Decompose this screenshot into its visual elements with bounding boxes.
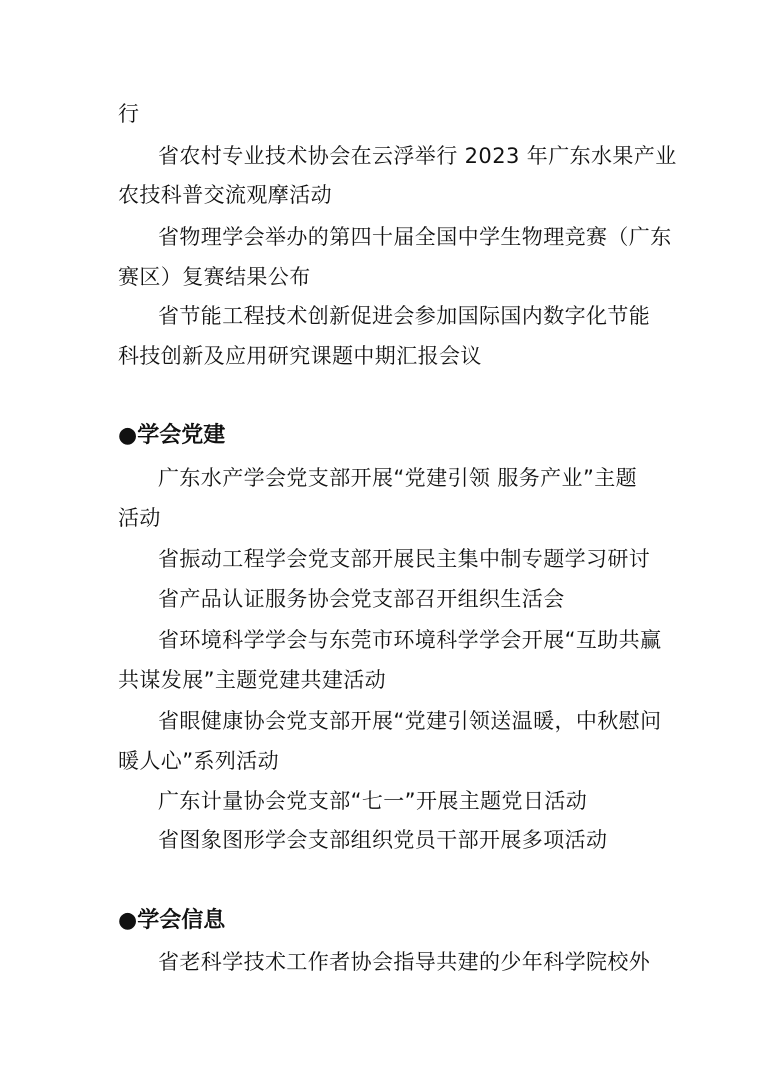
news-item-line: 共谋发展”主题党建共建活动 xyxy=(118,668,387,692)
section-heading-party: ●学会党建 xyxy=(118,422,226,448)
news-item-line: 省产品认证服务协会党支部召开组织生活会 xyxy=(158,587,565,611)
news-item-line: 省图象图形学会支部组织党员干部开展多项活动 xyxy=(158,828,608,852)
news-item-line: 省振动工程学会党支部开展民主集中制专题学习研讨 xyxy=(158,547,651,571)
news-item-line: 科技创新及应用研究课题中期汇报会议 xyxy=(118,344,482,368)
news-item-line: 赛区）复赛结果公布 xyxy=(118,265,311,289)
news-item-line: 省物理学会举办的第四十届全国中学生物理竞赛（广东 xyxy=(158,225,672,249)
news-item-line: 暖人心”系列活动 xyxy=(118,749,280,773)
news-item-line: 省老科学技术工作者协会指导共建的少年科学院校外 xyxy=(158,950,651,974)
section-heading-info: ●学会信息 xyxy=(118,907,226,933)
news-item-line: 省眼健康协会党支部开展“党建引领送温暖，中秋慰问 xyxy=(158,709,662,733)
news-item-line: 省节能工程技术创新促进会参加国际国内数字化节能 xyxy=(158,304,651,328)
news-item-line: 活动 xyxy=(118,506,161,530)
news-item-line: 省环境科学学会与东莞市环境科学学会开展“互助共赢 xyxy=(158,628,662,652)
news-item-line: 农技科普交流观摩活动 xyxy=(118,183,332,207)
news-item-line: 广东计量协会党支部“七一”开展主题党日活动 xyxy=(158,789,588,813)
news-item-line: 广东水产学会党支部开展“党建引领 服务产业”主题 xyxy=(158,466,638,490)
news-item-line: 省农村专业技术协会在云浮举行 2023 年广东水果产业 xyxy=(158,144,677,168)
continued-line: 行 xyxy=(118,102,140,126)
